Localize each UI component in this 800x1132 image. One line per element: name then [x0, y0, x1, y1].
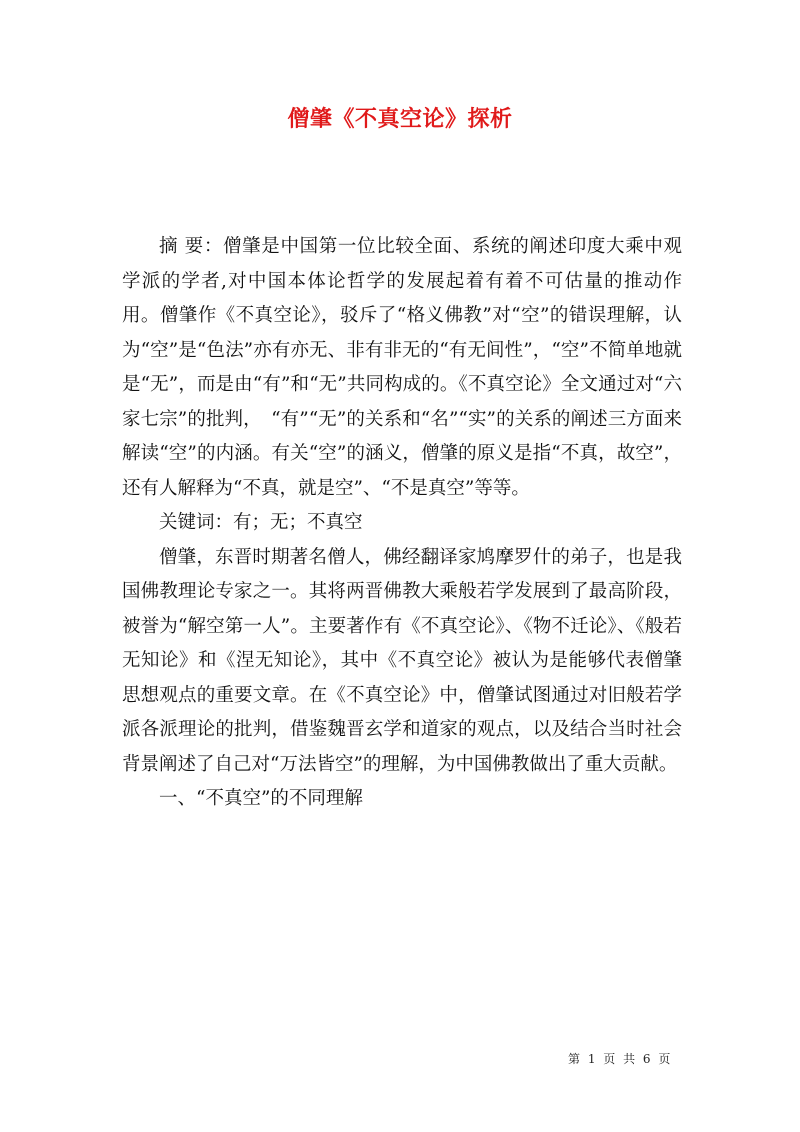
abstract-paragraph: 摘 要：僧肇是中国第一位比较全面、系统的阐述印度大乘中观学派的学者,对中国本体论哲学的发展起着有着不可估量的推动作用。僧肇作《不真空论》，驳斥了“格义佛教”对“空”的错误理解，认为“空”是“色法”亦有亦无、非有非无的“有无间性”，“空”不简单地就是“无”，而是由“有”和“无”共同构成的。《不真空论》全文通过对“六家七宗”的批判， “有”“无”的关系和“名”“实”的关系的阐述三方面来解读“空”的内涵。有关“空”的涵义，僧肇的原义是指“不真，故空”，还有人解释为“不真，就是空”、“不是真空”等等。 — [122, 236, 682, 499]
document-content — [122, 230, 682, 817]
keywords-line: 关键词：有；无；不真空 — [159, 512, 363, 533]
document-title: 僧肇《不真空论》探析 — [287, 106, 513, 132]
section-heading: 一、“不真空”的不同理解 — [159, 788, 363, 809]
page-indicator: 第 1 页 共 6 页 — [568, 1052, 673, 1066]
body-paragraph: 僧肇，东晋时期著名僧人，佛经翻译家鸠摩罗什的弟子，也是我国佛教理论专家之一。其将两晋佛教大乘般若学发展到了最高阶段，被誉为“解空第一人”。主要著作有《不真空论》、《物不迁论》、《般若无知论》和《涅无知论》，其中《不真空论》被认为是能够代表僧肇思想观点的重要文章。在《不真空论》中，僧肇试图通过对旧般若学派各派理论的批判，借鉴魏晋玄学和道家的观点，以及结合当时社会背景阐述了自己对“万法皆空”的理解，为中国佛教做出了重大贡献。 — [122, 546, 682, 775]
